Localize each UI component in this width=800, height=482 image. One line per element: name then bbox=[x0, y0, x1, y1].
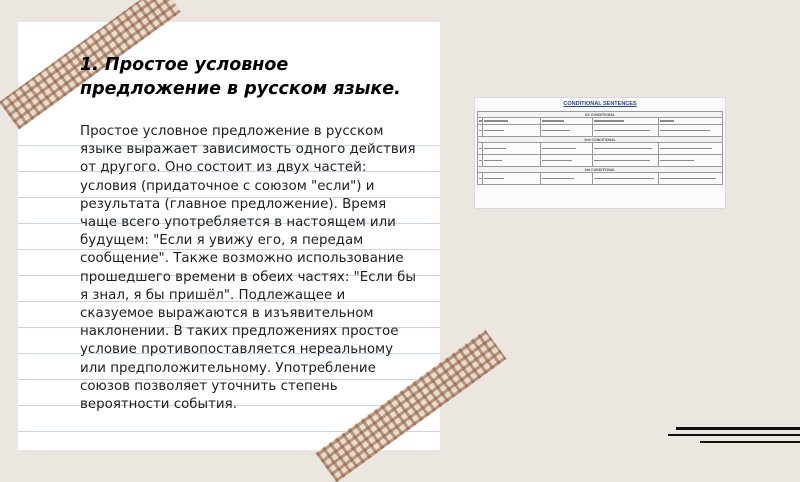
slide-title: 1. Простое условное предложение в русском языке. bbox=[80, 55, 401, 99]
decorative-line bbox=[700, 441, 800, 443]
table-section-label: 2nd CONDITIONAL bbox=[478, 137, 722, 143]
decorative-line bbox=[668, 434, 800, 436]
decorative-line bbox=[676, 427, 800, 430]
table-section-label: 0/1 CONDITIONAL bbox=[478, 112, 722, 118]
table-row bbox=[478, 143, 722, 155]
conditional-table-image bbox=[474, 97, 726, 209]
table-row bbox=[478, 125, 722, 137]
table-image-grid bbox=[477, 111, 722, 185]
table-row bbox=[478, 118, 722, 125]
table-section-label: 3rd CONDITIONAL bbox=[478, 167, 722, 173]
table-image-title: CONDITIONAL SENTENCES bbox=[563, 101, 637, 107]
table-row bbox=[478, 173, 722, 185]
slide-body-text: Простое условное предложение в русском языке выражает зависимость одного действия от другого. Оно состоит из двух частей: условия (придаточное с союзом "если") и результата (главное предложение). Время чаще всего употребляется в настоящем или будущем: "Если я увижу его, я передам сообщение". Также возможно использование прошедшего времени в обеих частях: "Если бы я знал, я бы пришёл". Подлежащее и сказуемое выражаются в изъявительном наклонении. В таких предложениях простое условие противопоставляется нереальному или предположительному. Употребление союзов позволяет уточнить степень вероятности события. bbox=[80, 124, 416, 413]
table-row bbox=[478, 155, 722, 167]
